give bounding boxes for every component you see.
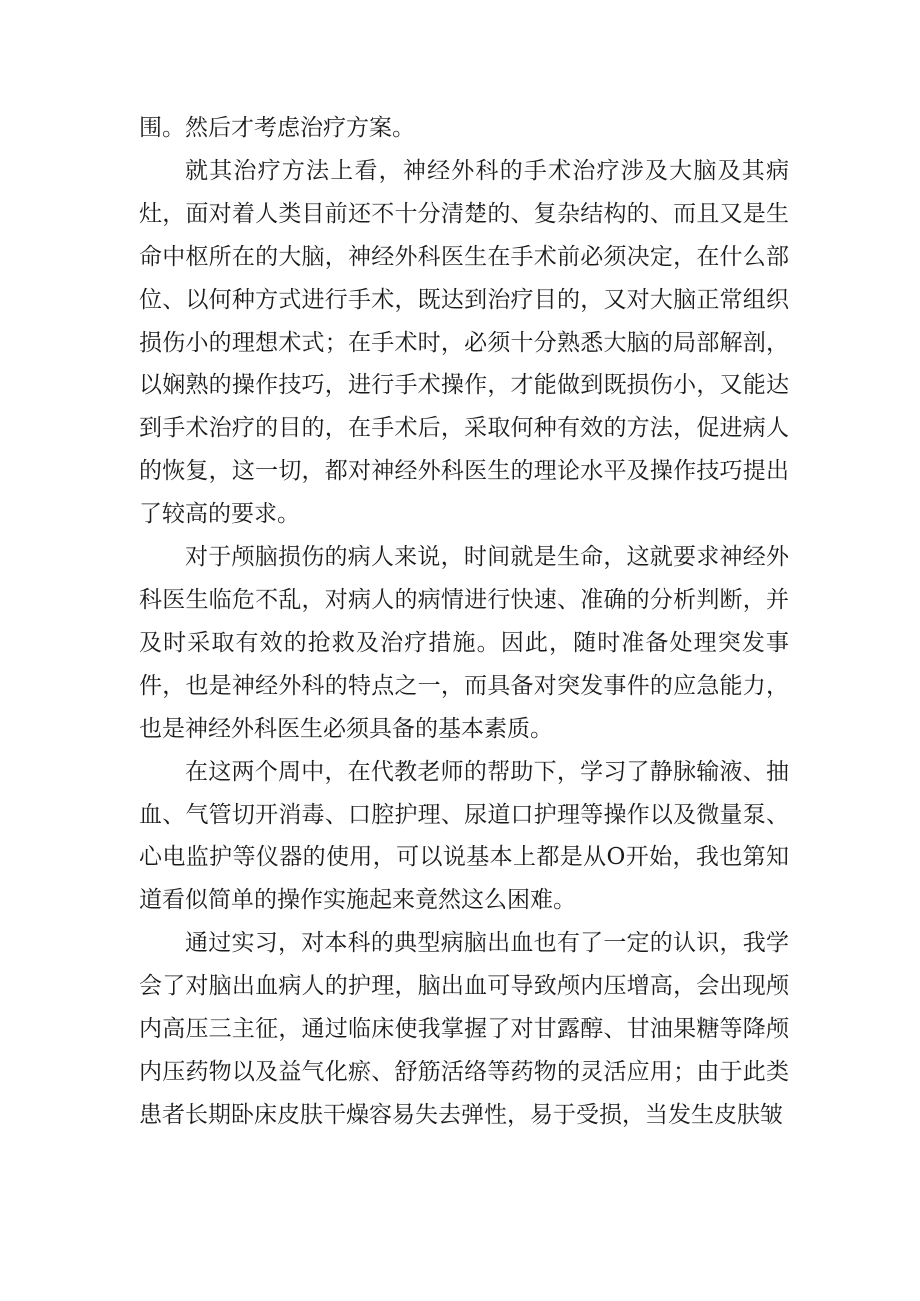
paragraph-5: 通过实习，对本科的典型病脑出血也有了一定的认识，我学会了对脑出血病人的护理，脑出血可导致颅内压增高，会出现颅内高压三主征，通过临床使我掌握了对甘露醇、甘油果糖等降颅内压药物以及益气化瘀、舒筋活络等药物的灵活应用；由于此类患者长期卧床皮肤干燥容易失去弹性，易于受损，当发生皮肤皱 [139, 930, 789, 1128]
paragraph-2: 就其治疗方法上看，神经外科的手术治疗涉及大脑及其病灶，面对着人类目前还不十分清楚的、复杂结构的、而且又是生命中枢所在的大脑，神经外科医生在手术前必须决定，在什么部位、以何种方式进行手术，既达到治疗目的，又对大脑正常组织损伤小的理想术式；在手术时，必须十分熟悉大脑的局部解剖，以娴熟的操作技巧，进行手术操作，才能做到既损伤小，又能达到手术治疗的目的，在手术后，采取何种有效的方法，促进病人的恢复，这一切，都对神经外科医生的理论水平及操作技巧提出了较高的要求。 [139, 157, 789, 528]
paragraph-1: 围。然后才考虑治疗方案。 [139, 115, 415, 141]
document-body [139, 107, 789, 1137]
paragraph-3: 对于颅脑损伤的病人来说，时间就是生命，这就要求神经外科医生临危不乱，对病人的病情进行快速、准确的分析判断，并及时采取有效的抢救及治疗措施。因此，随时准备处理突发事件，也是神经外科的特点之一，而具备对突发事件的应急能力，也是神经外科医生必须具备的基本素质。 [139, 544, 789, 742]
paragraph-4: 在这两个周中，在代教老师的帮助下，学习了静脉输液、抽血、气管切开消毒、口腔护理、尿道口护理等操作以及微量泵、心电监护等仪器的使用，可以说基本上都是从O开始，我也第知道看似简单的操作实施起来竟然这么困难。 [139, 758, 789, 914]
